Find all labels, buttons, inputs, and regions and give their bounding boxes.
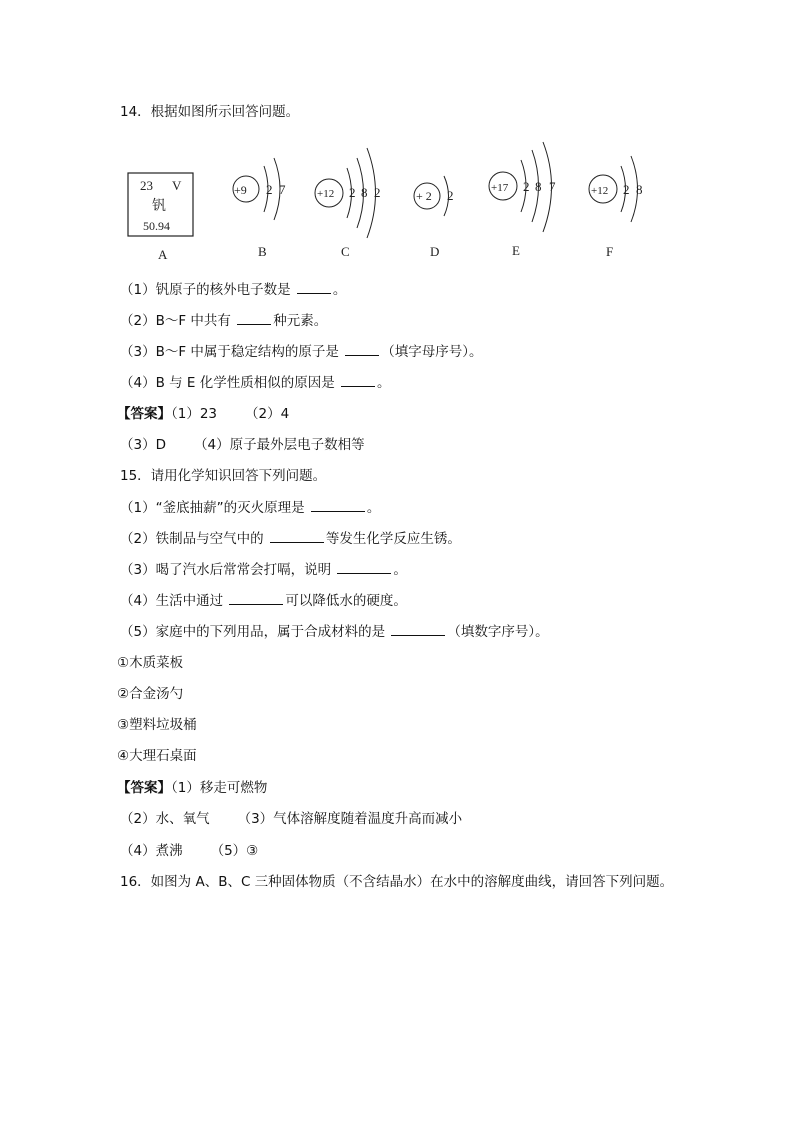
q15-answer-3: （3）气体溶解度随着温度升高而减小 [237, 811, 463, 827]
shell-electrons: 2 [523, 179, 530, 194]
q15-sub4-tail: 可以降低水的硬度。 [285, 593, 407, 609]
nucleus-charge: +17 [491, 182, 509, 194]
answer-blank [345, 341, 379, 356]
q14-answer-2: （2）4 [245, 406, 290, 422]
shell-electrons: 8 [361, 185, 368, 200]
figure-label-f: F [606, 244, 614, 259]
shell-electrons: 7 [279, 182, 286, 197]
figure-label-a: A [158, 247, 168, 262]
q15-sub1 [120, 497, 380, 518]
q14-sub1 [120, 279, 346, 300]
q15-option-2: ②合金汤勺 [117, 686, 184, 702]
element-mass: 50.94 [143, 219, 170, 233]
element-number: 23 [140, 178, 153, 193]
q14-answer-1: （1）23 [171, 406, 218, 422]
q15-answer-line3 [120, 841, 258, 861]
answer-blank [229, 590, 283, 605]
atom-f [589, 156, 643, 259]
figure-label-d: D [430, 244, 440, 259]
shell-electrons: 2 [623, 182, 630, 197]
q14-title: 14．根据如图所示回答问题。 [120, 104, 300, 120]
figure-label-b: B [258, 244, 267, 259]
q15-sub2-tail: 等发生化学反应生锈。 [325, 531, 461, 547]
q15-option-3: ③塑料垃圾桶 [117, 717, 197, 733]
shell-electrons: 2 [447, 188, 454, 203]
element-symbol: V [172, 178, 182, 193]
q15-sub4 [120, 590, 407, 611]
q15-sub3-text: （3）喝了汽水后常常会打嗝，说明 [120, 562, 336, 578]
answer-blank [297, 279, 331, 294]
q15-sub2-text: （2）铁制品与空气中的 [120, 531, 268, 547]
shell-electrons: 2 [374, 185, 381, 200]
nucleus-charge: + 2 [416, 189, 432, 203]
q15-option-4: ④大理石桌面 [117, 748, 197, 764]
answer-blank [311, 497, 365, 512]
nucleus-charge: +9 [234, 183, 247, 197]
q15-sub2 [120, 528, 461, 549]
nucleus-charge: +12 [317, 188, 335, 200]
figure-label-e: E [512, 243, 520, 258]
shell-electrons: 8 [636, 182, 643, 197]
q16-title: 16．如图为 A、B、C 三种固体物质（不含结晶水）在水中的溶解度曲线，请回答下列问题。 [120, 874, 674, 890]
shell-electrons: 2 [266, 182, 273, 197]
answer-blank [237, 310, 271, 325]
answer-blank [270, 528, 324, 543]
q15-answer-4: （4）煮沸 [120, 843, 183, 859]
q14-sub2-tail: 种元素。 [273, 313, 328, 329]
q15-option-1: ①木质菜板 [117, 655, 184, 671]
q14-sub2-text: （2）B～F 中共有 [120, 313, 236, 329]
q15-sub1-tail: 。 [366, 500, 381, 516]
q14-sub4-text: （4）B 与 E 化学性质相似的原因是 [120, 375, 340, 391]
q15-answer-5: （5）③ [210, 843, 259, 859]
q15-answer-line2 [120, 809, 462, 829]
q15-sub4-text: （4）生活中通过 [120, 593, 228, 609]
q14-sub3-text: （3）B～F 中属于稳定结构的原子是 [120, 344, 344, 360]
atom-b [233, 158, 286, 259]
element-name: 钒 [152, 199, 166, 214]
q14-sub1-tail: 。 [332, 282, 347, 298]
q15-sub3 [120, 559, 407, 580]
q15-title: 15．请用化学知识回答下列问题。 [120, 468, 327, 484]
atom-d [414, 176, 454, 259]
q15-answer-1: （1）移走可燃物 [171, 780, 268, 796]
q14-sub4 [120, 372, 391, 393]
answer-blank [391, 621, 445, 636]
q15-sub5-text: （5）家庭中的下列用品，属于合成材料的是 [120, 624, 390, 640]
q15-answer-2: （2）水、氧气 [120, 811, 210, 827]
atom-structure-svg [120, 140, 680, 270]
nucleus-charge: +12 [591, 185, 609, 197]
q14-sub2 [120, 310, 327, 331]
q15-answer-line1 [117, 778, 267, 798]
q14-sub1-text: （1）钒原子的核外电子数是 [120, 282, 295, 298]
atom-structure-figure [120, 140, 680, 270]
q14-answer-4: （4）原子最外层电子数相等 [193, 437, 365, 453]
answer-label: 【答案】 [117, 780, 171, 796]
q14-sub3 [120, 341, 482, 362]
q14-sub3-tail: （填字母序号）。 [381, 344, 483, 360]
figure-label-c: C [341, 244, 350, 259]
q14-answer-line1 [117, 404, 289, 424]
q14-sub4-tail: 。 [377, 375, 391, 391]
atom-c [315, 148, 381, 259]
shell-electrons: 2 [349, 185, 356, 200]
q15-sub5-tail: （填数字序号）。 [447, 624, 549, 640]
atom-e [489, 142, 556, 258]
shell-electrons: 8 [535, 179, 542, 194]
q14-answer-line2 [120, 435, 365, 455]
answer-label: 【答案】 [117, 406, 171, 422]
shell-electrons: 7 [549, 179, 556, 194]
answer-blank [337, 559, 391, 574]
q15-sub1-text: （1）“釜底抽薪”的灭火原理是 [120, 500, 309, 516]
q14-answer-3: （3）D [120, 437, 166, 453]
q15-sub3-tail: 。 [393, 562, 407, 578]
answer-blank [341, 372, 375, 387]
q15-sub5 [120, 621, 549, 642]
